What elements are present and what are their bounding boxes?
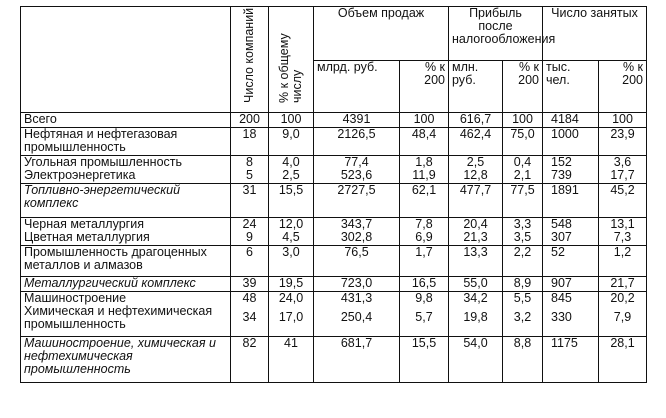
cell-companies: 18 [231,128,269,156]
row-name: Машиностроение Химическая и нефтехимическая промышленность [21,292,231,337]
cell-companies: 39 [231,277,269,292]
cell-profit-pct: 77,5 [503,184,543,218]
cell-emp: 1000 [543,128,599,156]
header-profit: Прибыль после налогообложения [449,7,543,61]
cell-sales: 76,5 [314,246,400,277]
cell-emp-pct: 13,1 7,3 [599,218,647,246]
header-name-cell [21,7,231,113]
cell-emp: 845 330 [543,292,599,337]
cell-sales-pct: 9,8 5,7 [400,292,449,337]
cell-sales-pct: 15,5 [400,337,449,383]
cell-sales: 681,7 [314,337,400,383]
header-emp-pct: % к 200 [599,61,647,113]
row-name: Нефтяная и нефтегазовая промышленность [21,128,231,156]
cell-profit-pct: 8,8 [503,337,543,383]
table-row [21,218,647,246]
cell-profit: 462,4 [449,128,503,156]
cell-companies: 200 [231,113,269,128]
cell-sales-pct: 100 [400,113,449,128]
cell-sales: 77,4 523,6 [314,156,400,184]
row-name: Топливно-энергетический комплекс [21,184,231,218]
header-sales: Объем продаж [314,7,449,61]
cell-profit-pct: 3,3 3,5 [503,218,543,246]
cell-sales-pct: 48,4 [400,128,449,156]
cell-companies: 8 5 [231,156,269,184]
cell-emp-pct: 28,1 [599,337,647,383]
cell-profit: 55,0 [449,277,503,292]
cell-sales: 723,0 [314,277,400,292]
cell-emp-pct: 21,7 [599,277,647,292]
table-row [21,337,647,383]
table-row [21,156,647,184]
cell-companies: 48 34 [231,292,269,337]
cell-emp-pct: 3,6 17,7 [599,156,647,184]
table-row [21,292,647,337]
cell-share: 41 [269,337,314,383]
cell-emp: 52 [543,246,599,277]
cell-profit: 616,7 [449,113,503,128]
cell-profit: 13,3 [449,246,503,277]
cell-emp-pct: 45,2 [599,184,647,218]
header-profit-abs: млн. руб. [449,61,503,113]
header-profit-pct: % к 200 [503,61,543,113]
cell-profit-pct: 2,2 [503,246,543,277]
cell-emp-pct: 23,9 [599,128,647,156]
cell-profit: 477,7 [449,184,503,218]
cell-share: 100 [269,113,314,128]
row-name: Угольная промышленность Электроэнергетика [21,156,231,184]
cell-emp: 907 [543,277,599,292]
cell-share: 9,0 [269,128,314,156]
cell-sales-pct: 1,7 [400,246,449,277]
table-row [21,184,647,218]
cell-sales: 431,3 250,4 [314,292,400,337]
cell-profit-pct: 0,4 2,1 [503,156,543,184]
header-sales-pct: % к 200 [400,61,449,113]
cell-companies: 24 9 [231,218,269,246]
cell-profit-pct: 5,5 3,2 [503,292,543,337]
cell-emp: 548 307 [543,218,599,246]
cell-sales-pct: 16,5 [400,277,449,292]
header-employed: Число занятых [543,7,647,61]
cell-companies: 82 [231,337,269,383]
header-emp-abs: тыс. чел. [543,61,599,113]
cell-sales: 343,7 302,8 [314,218,400,246]
cell-emp-pct: 1,2 [599,246,647,277]
cell-companies: 6 [231,246,269,277]
cell-emp-pct: 20,2 7,9 [599,292,647,337]
row-name: Металлургический комплекс [21,277,231,292]
row-name: Черная металлургия Цветная металлургия [21,218,231,246]
row-name: Всего [21,113,231,128]
cell-profit: 2,5 12,8 [449,156,503,184]
cell-profit: 34,2 19,8 [449,292,503,337]
cell-profit-pct: 75,0 [503,128,543,156]
cell-sales-pct: 1,8 11,9 [400,156,449,184]
table-row [21,277,647,292]
statistics-table-container [20,6,647,383]
cell-sales: 2126,5 [314,128,400,156]
cell-profit: 20,4 21,3 [449,218,503,246]
cell-emp: 1175 [543,337,599,383]
cell-emp: 4184 [543,113,599,128]
row-name: Промышленность драгоценных металлов и алмазов [21,246,231,277]
cell-profit-pct: 100 [503,113,543,128]
cell-sales-pct: 62,1 [400,184,449,218]
cell-share: 12,0 4,5 [269,218,314,246]
cell-share: 19,5 [269,277,314,292]
header-share-total: % к общему числу [269,7,314,113]
cell-share: 24,0 17,0 [269,292,314,337]
cell-companies: 31 [231,184,269,218]
cell-emp: 1891 [543,184,599,218]
table-row [21,246,647,277]
table-row [21,113,647,128]
cell-sales: 2727,5 [314,184,400,218]
cell-emp: 152 739 [543,156,599,184]
table-row [21,128,647,156]
header-companies: Число компаний [231,7,269,113]
industry-statistics-table [20,6,647,383]
cell-sales-pct: 7,8 6,9 [400,218,449,246]
cell-share: 4,0 2,5 [269,156,314,184]
cell-emp-pct: 100 [599,113,647,128]
cell-sales: 4391 [314,113,400,128]
cell-profit: 54,0 [449,337,503,383]
header-sales-abs: млрд. руб. [314,61,400,113]
header-row-groups [21,7,647,61]
cell-share: 3,0 [269,246,314,277]
cell-profit-pct: 8,9 [503,277,543,292]
cell-share: 15,5 [269,184,314,218]
row-name: Машиностроение, химическая и нефтехимическая промышленность [21,337,231,383]
